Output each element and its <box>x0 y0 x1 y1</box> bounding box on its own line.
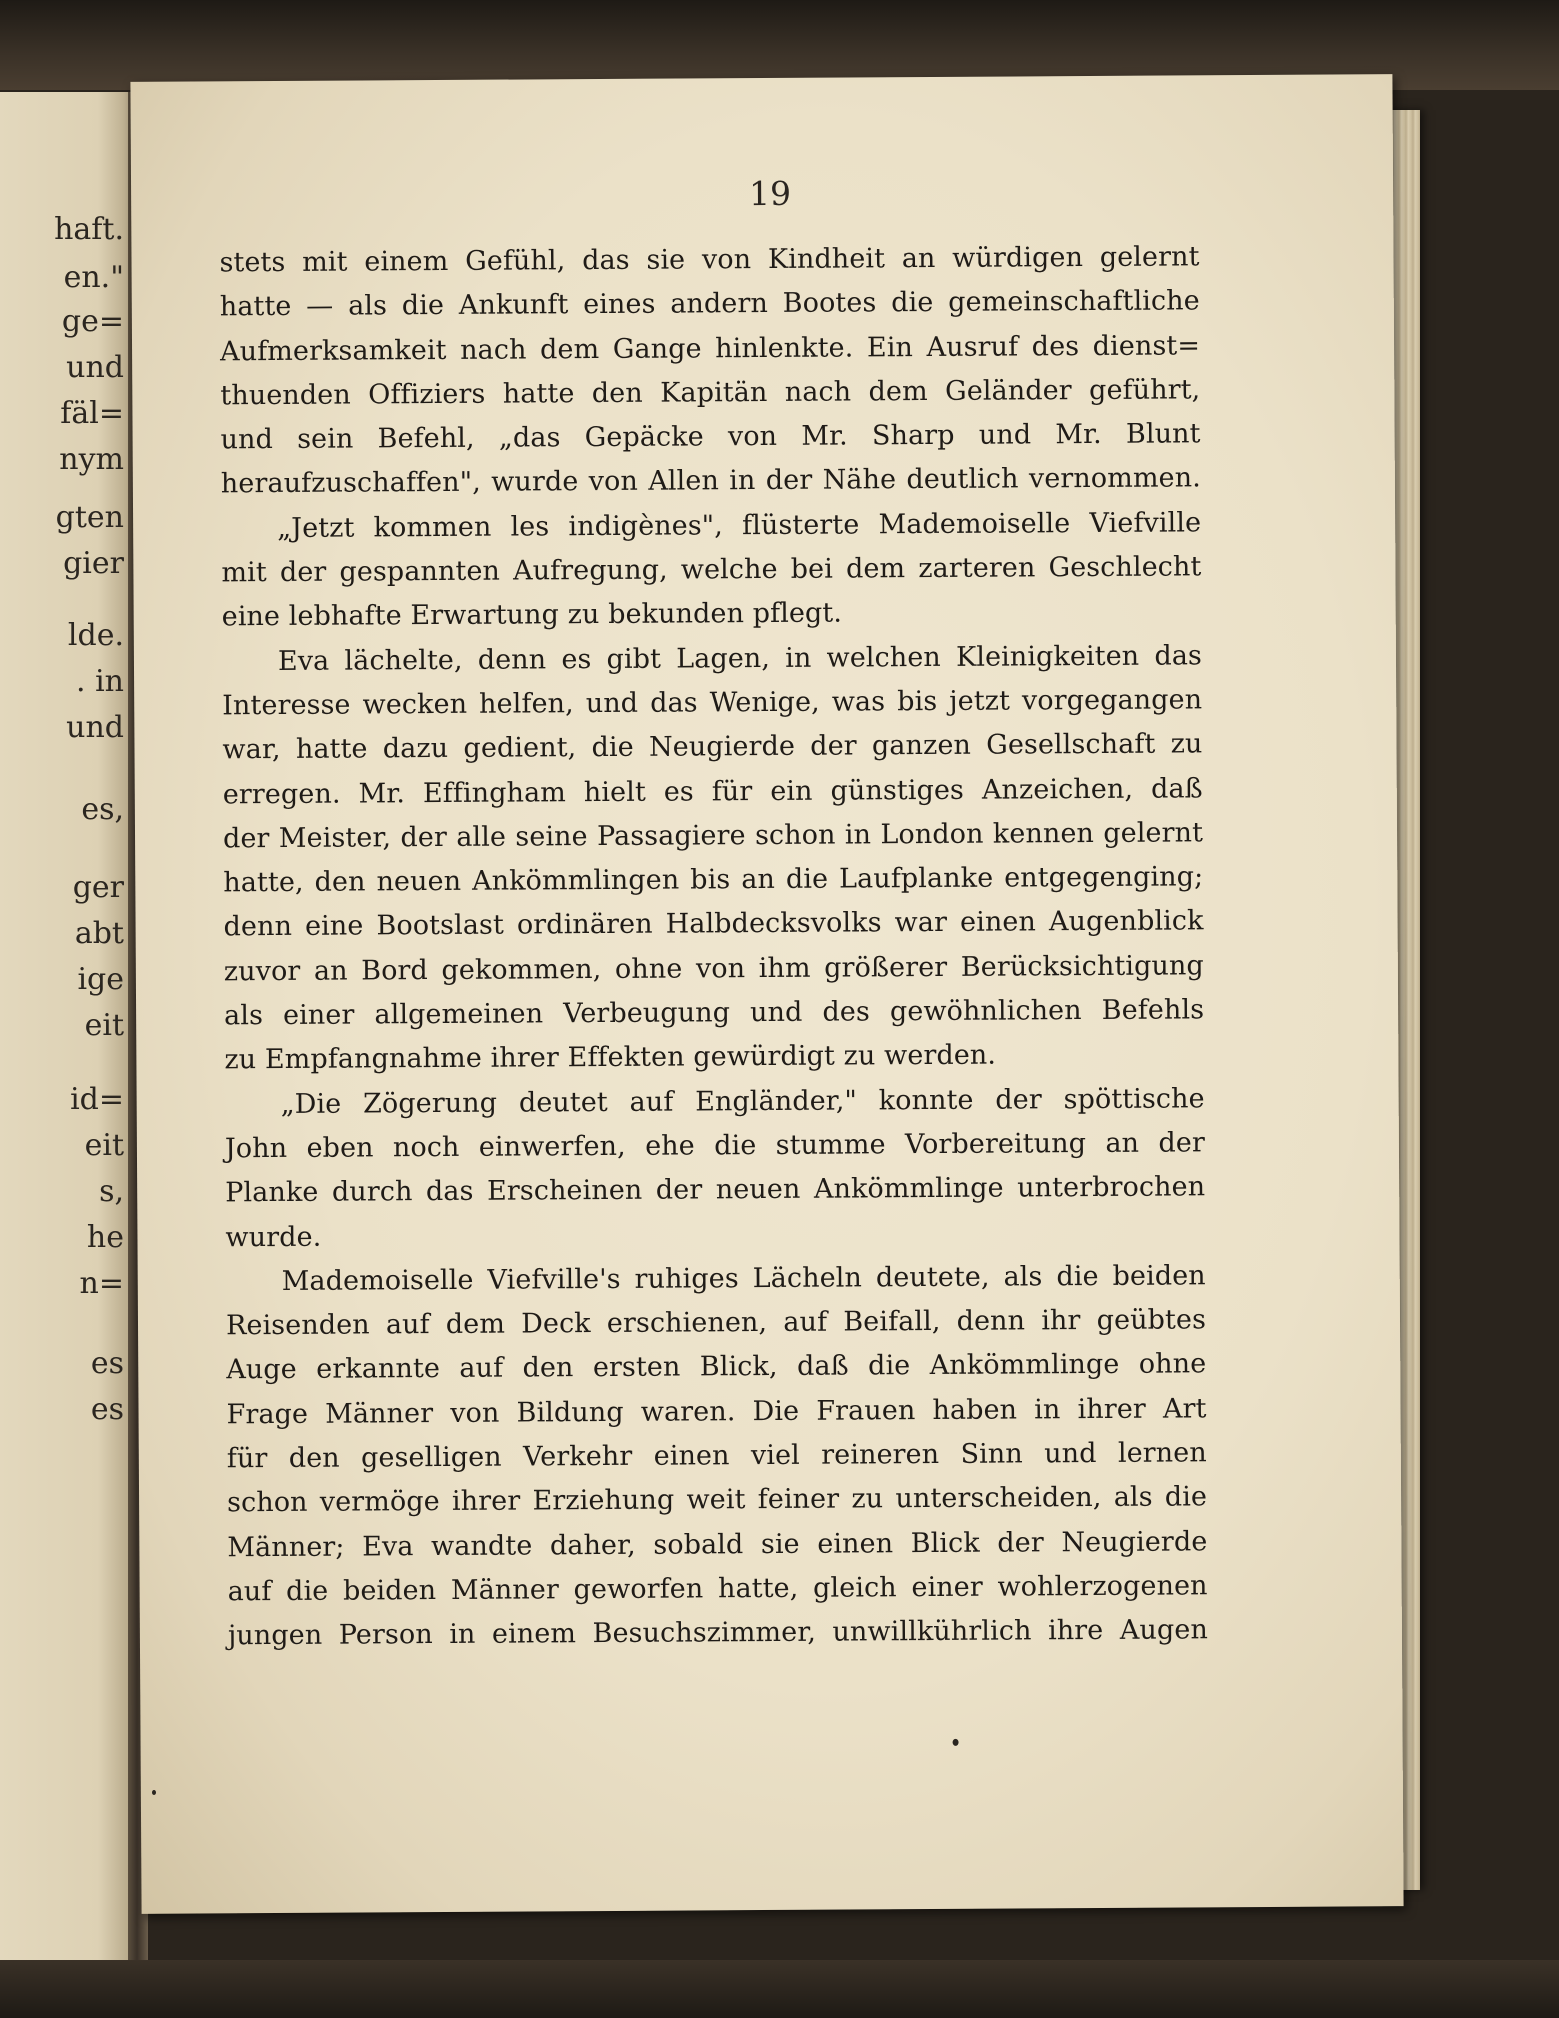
left-page-text-fragment: es, <box>81 792 124 827</box>
left-page-text-fragment: und <box>66 710 124 745</box>
text-line: hatte, den neuen Ankömmlingen bis an die Laufplanke entgegenging; <box>223 861 1204 899</box>
left-page-text-fragment: und <box>66 350 124 385</box>
left-page-text-fragment: lde. <box>67 618 124 653</box>
ink-speck <box>953 1739 959 1746</box>
text-line: schon vermöge ihrer Erziehung weit feiner zu unterscheiden, als die <box>227 1481 1208 1519</box>
text-line: Frage Männer von Bildung waren. Die Frauen haben in ihrer Art <box>226 1393 1207 1431</box>
left-page-text-fragment: es <box>90 1346 124 1381</box>
left-page-text-fragment: es <box>90 1392 124 1427</box>
left-page-text-fragment: eit <box>84 1008 124 1043</box>
text-line: denn eine Bootslast ordinären Halbdecksvolks war einen Augenblick <box>223 905 1204 943</box>
text-line: Auge erkannte auf den ersten Blick, daß die Ankömmlinge ohne <box>226 1348 1207 1386</box>
text-line: erregen. Mr. Effingham hielt es für ein günstiges Anzeichen, daß <box>222 772 1203 810</box>
text-line: John eben noch einwerfen, ehe die stumme Vorbereitung an der <box>224 1127 1206 1165</box>
left-page-text-fragment: ige <box>77 962 124 997</box>
left-page-fragment <box>0 92 140 1972</box>
left-page-text-fragment: gten <box>55 500 124 535</box>
page-number: 19 <box>748 173 792 214</box>
left-page-text-fragment: gier <box>63 546 124 581</box>
left-page-text-fragment: ge= <box>61 304 124 339</box>
text-line: hatte — als die Ankunft eines andern Bootes die gemeinschaftliche <box>219 285 1200 323</box>
left-page-text-fragment: he <box>86 1220 124 1255</box>
body-text <box>219 235 1208 1658</box>
text-line: wurde. <box>225 1221 322 1253</box>
text-line: war, hatte dazu gedient, die Neugierde der ganzen Gesellschaft zu <box>222 728 1203 766</box>
text-line: thuenden Offiziers hatte den Kapitän nach dem Geländer geführt, <box>220 374 1201 412</box>
text-line: zu Empfangnahme ihrer Effekten gewürdigt zu werden. <box>224 1039 997 1076</box>
book-cover-bottom-edge <box>0 1960 1559 2018</box>
text-line: Planke durch das Erscheinen der neuen Ankömmlinge unterbrochen <box>225 1171 1206 1209</box>
text-line: „Die Zögerung deutet auf Engländer," konnte der spöttische <box>280 1082 1205 1120</box>
text-line: der Meister, der alle seine Passagiere schon in London kennen gelernt <box>222 817 1204 855</box>
text-line: Aufmerksamkeit nach dem Gange hinlenkte. Ein Ausruf des dienst= <box>219 329 1201 367</box>
ink-speck <box>152 1790 156 1795</box>
text-line: Mademoiselle Viefville's ruhiges Lächeln deutete, als die beiden <box>281 1260 1206 1297</box>
text-line: auf die beiden Männer geworfen hatte, gleich einer wohlerzogenen <box>227 1570 1208 1608</box>
text-line: mit der gespannten Aufregung, welche bei dem zarteren Geschlecht <box>221 551 1202 589</box>
right-page <box>130 74 1403 1914</box>
left-page-text-fragment: ger <box>72 870 124 905</box>
text-line: Reisenden auf dem Deck erschienen, auf Beifall, denn ihr geübtes <box>225 1304 1207 1342</box>
text-line: zuvor an Bord gekommen, ohne von ihm größerer Berücksichtigung <box>223 950 1204 988</box>
text-line: für den geselligen Verkehr einen viel reineren Sinn und lernen <box>226 1437 1207 1475</box>
left-page-text-fragment: eit <box>84 1128 124 1163</box>
text-line: stets mit einem Gefühl, das sie von Kindheit an würdigen gelernt <box>219 241 1200 279</box>
text-line: „Jetzt kommen les indigènes", flüsterte Mademoiselle Viefville <box>277 507 1202 544</box>
text-line: Eva lächelte, denn es gibt Lagen, in welchen Kleinigkeiten das <box>277 640 1203 677</box>
left-page-text-fragment: nym <box>59 442 124 477</box>
text-line: heraufzuschaffen", wurde von Allen in der Nähe deutlich vernommen. <box>220 462 1201 500</box>
left-page-text-fragment: haft. <box>54 212 124 247</box>
left-page-text-fragment: . in <box>76 664 124 699</box>
text-line: Männer; Eva wandte daher, sobald sie einen Blick der Neugierde <box>227 1525 1208 1563</box>
left-page-text-fragment: id= <box>70 1082 124 1117</box>
text-line: eine lebhafte Erwartung zu bekunden pflegt. <box>221 597 843 633</box>
left-page-text-fragment: s, <box>99 1174 124 1209</box>
text-line: jungen Person in einem Besuchszimmer, unwillkührlich ihre Augen <box>227 1614 1208 1652</box>
text-line: Interesse wecken helfen, und das Wenige, was bis jetzt vorgegangen <box>222 684 1203 722</box>
left-page-text-fragment: en." <box>63 260 124 295</box>
text-line: und sein Befehl, „das Gepäcke von Mr. Sharp und Mr. Blunt <box>220 418 1201 456</box>
left-page-text-fragment: fäl= <box>60 396 124 431</box>
left-page-text-fragment: abt <box>74 916 124 951</box>
left-page-text-fragment: n= <box>79 1266 124 1301</box>
text-line: als einer allgemeinen Verbeugung und des gewöhnlichen Befehls <box>224 994 1205 1032</box>
